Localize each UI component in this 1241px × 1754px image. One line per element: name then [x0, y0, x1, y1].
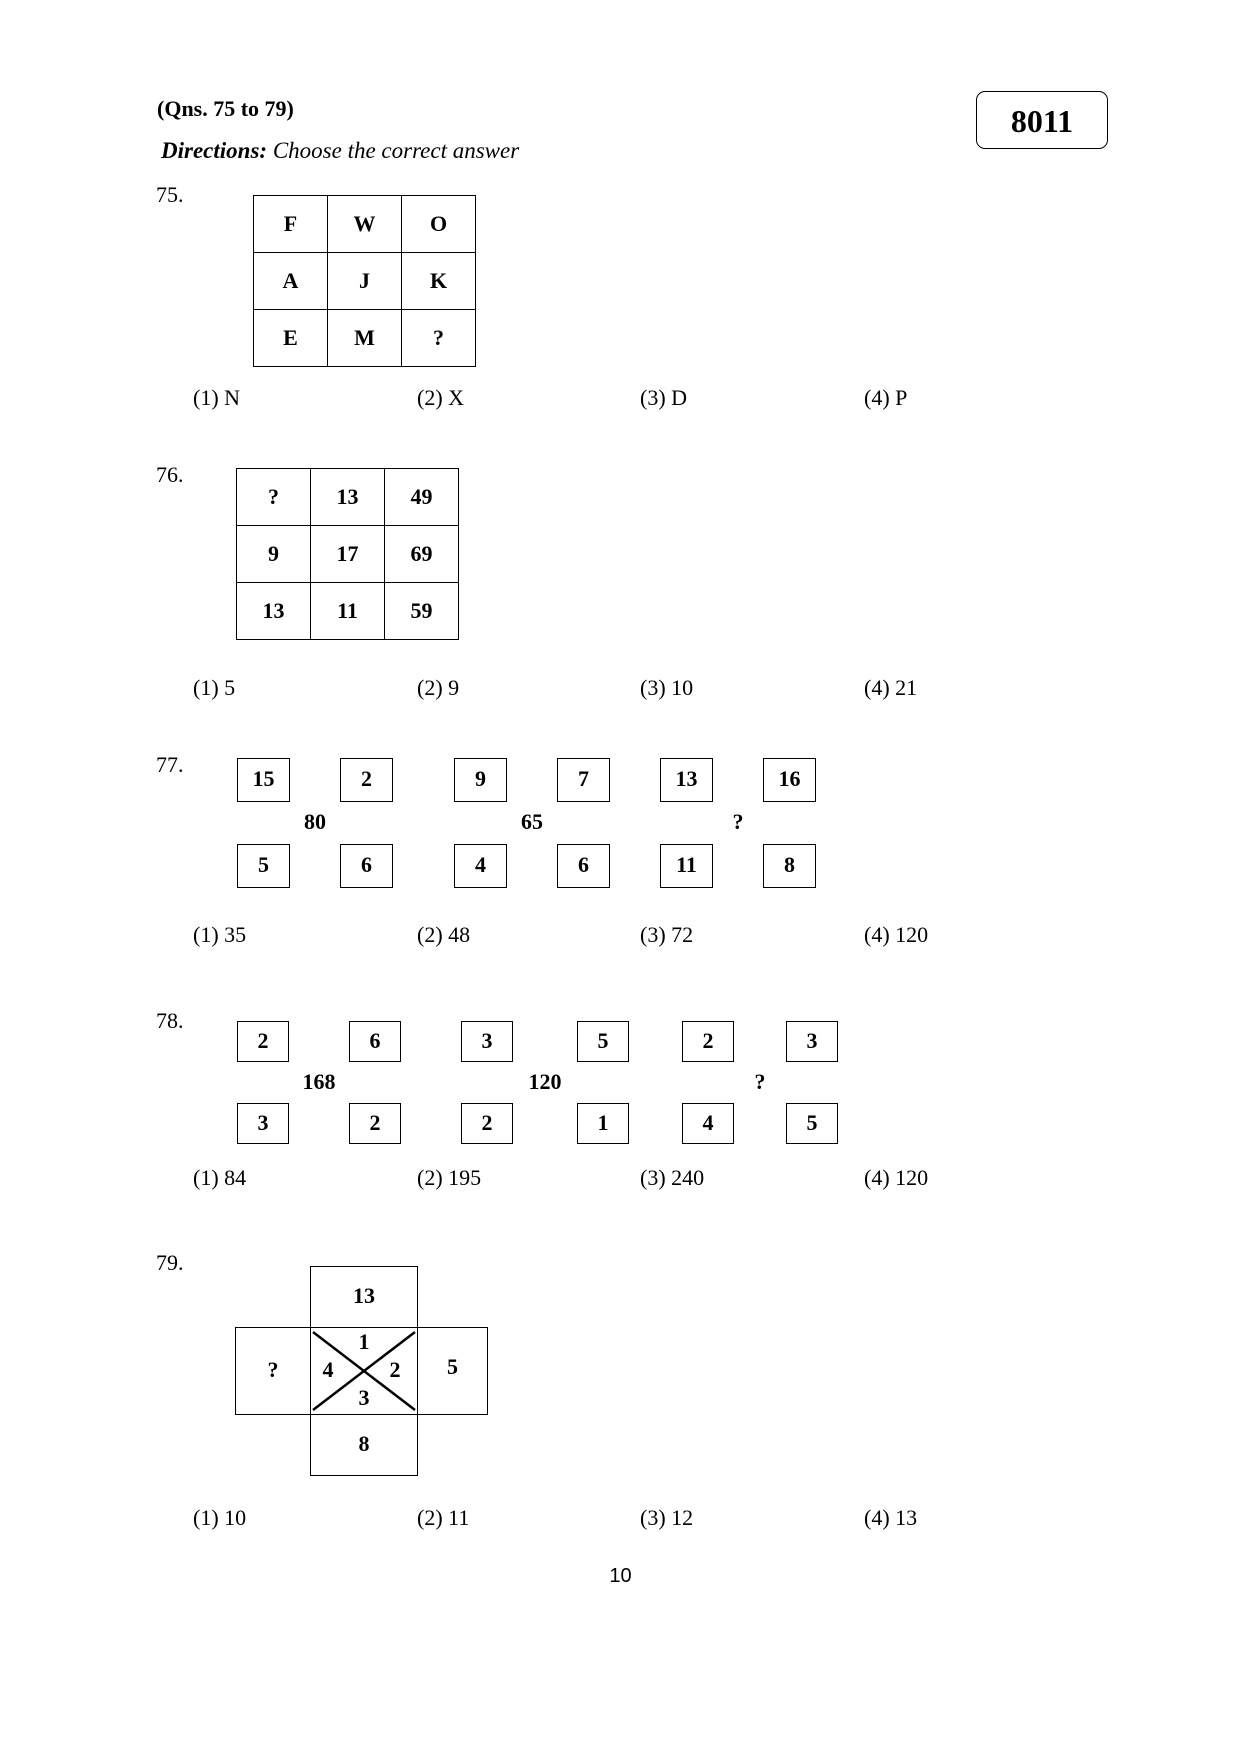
- directions-label: Directions:: [161, 138, 268, 163]
- corner-box-bottom-right: 6: [340, 844, 393, 888]
- cross-right-value: 2: [389, 1357, 401, 1382]
- grid-cell: 59: [385, 583, 459, 640]
- letter-grid-75: [253, 195, 476, 367]
- center-value: 65: [521, 809, 543, 834]
- right-box: 5: [417, 1327, 488, 1415]
- paper-code-box: 8011: [976, 91, 1108, 149]
- corner-box-bottom-right: 6: [557, 844, 610, 888]
- option-4[interactable]: (4) 21: [864, 675, 918, 700]
- option-2[interactable]: (2) 195: [417, 1165, 482, 1190]
- directions: [161, 138, 519, 164]
- grid-cell: 13: [237, 583, 311, 640]
- option-2[interactable]: (2) 9: [417, 675, 460, 700]
- question-number-77: 77.: [156, 752, 184, 777]
- question-number-79: 79.: [156, 1250, 184, 1275]
- grid-cell: 9: [237, 526, 311, 583]
- corner-box-bottom-left: 2: [461, 1103, 513, 1144]
- number-grid-76: [236, 468, 459, 640]
- grid-cell: 11: [311, 583, 385, 640]
- option-4[interactable]: (4) 13: [864, 1505, 918, 1530]
- option-3[interactable]: (3) 240: [640, 1165, 705, 1190]
- grid-cell: 69: [385, 526, 459, 583]
- corner-box-top-left: 3: [461, 1021, 513, 1062]
- center-value: 168: [302, 1069, 336, 1094]
- corner-box-bottom-right: 8: [763, 844, 816, 888]
- corner-box-top-right: 5: [577, 1021, 629, 1062]
- corner-box-bottom-left: 5: [237, 844, 290, 888]
- left-box: ?: [235, 1327, 311, 1415]
- corner-box-top-left: 15: [237, 758, 290, 802]
- option-2[interactable]: (2) 11: [417, 1505, 470, 1530]
- option-1[interactable]: (1) 10: [193, 1505, 247, 1530]
- option-1[interactable]: (1) 5: [193, 675, 236, 700]
- question-number-75: 75.: [156, 182, 184, 207]
- center-value: 80: [304, 809, 326, 834]
- corner-box-bottom-right: 1: [577, 1103, 629, 1144]
- corner-box-top-right: 6: [349, 1021, 401, 1062]
- grid-cell: W: [328, 196, 402, 253]
- top-box: 13: [310, 1266, 418, 1328]
- grid-cell: F: [254, 196, 328, 253]
- option-3[interactable]: (3) 72: [640, 922, 694, 947]
- option-3[interactable]: (3) 10: [640, 675, 694, 700]
- corner-box-top-left: 9: [454, 758, 507, 802]
- option-1[interactable]: (1) 84: [193, 1165, 247, 1190]
- corner-box-top-right: 16: [763, 758, 816, 802]
- bottom-box: 8: [310, 1414, 418, 1476]
- center-value: 120: [528, 1069, 562, 1094]
- corner-box-top-left: 13: [660, 758, 713, 802]
- option-2[interactable]: (2) X: [417, 385, 465, 410]
- grid-cell: A: [254, 253, 328, 310]
- option-4[interactable]: (4) 120: [864, 922, 929, 947]
- corner-box-bottom-left: 4: [454, 844, 507, 888]
- grid-cell: E: [254, 310, 328, 367]
- grid-cell: ?: [402, 310, 476, 367]
- option-1[interactable]: (1) 35: [193, 922, 247, 947]
- cross-left-value: 4: [322, 1357, 334, 1382]
- directions-text: Choose the correct answer: [267, 138, 520, 163]
- corner-box-bottom-left: 11: [660, 844, 713, 888]
- question-number-78: 78.: [156, 1008, 184, 1033]
- grid-cell: 17: [311, 526, 385, 583]
- option-3[interactable]: (3) D: [640, 385, 688, 410]
- option-3[interactable]: (3) 12: [640, 1505, 694, 1530]
- grid-cell: 13: [311, 469, 385, 526]
- corner-box-bottom-left: 4: [682, 1103, 734, 1144]
- option-2[interactable]: (2) 48: [417, 922, 471, 947]
- corner-box-bottom-left: 3: [237, 1103, 289, 1144]
- grid-cell: J: [328, 253, 402, 310]
- grid-cell: M: [328, 310, 402, 367]
- option-1[interactable]: (1) N: [193, 385, 241, 410]
- option-4[interactable]: (4) 120: [864, 1165, 929, 1190]
- option-4[interactable]: (4) P: [864, 385, 908, 410]
- corner-box-top-right: 7: [557, 758, 610, 802]
- corner-box-top-left: 2: [237, 1021, 289, 1062]
- center-value: ?: [754, 1069, 766, 1094]
- page-number: 10: [609, 1565, 632, 1587]
- grid-cell: ?: [237, 469, 311, 526]
- question-range: (Qns. 75 to 79): [157, 96, 294, 121]
- question-number-76: 76.: [156, 462, 184, 487]
- corner-box-top-right: 2: [340, 758, 393, 802]
- grid-cell: K: [402, 253, 476, 310]
- corner-box-bottom-right: 5: [786, 1103, 838, 1144]
- grid-cell: 49: [385, 469, 459, 526]
- cross-bottom-value: 3: [358, 1385, 370, 1410]
- corner-box-top-left: 2: [682, 1021, 734, 1062]
- grid-cell: O: [402, 196, 476, 253]
- center-value: ?: [732, 809, 744, 834]
- cross-top-value: 1: [358, 1329, 370, 1354]
- corner-box-top-right: 3: [786, 1021, 838, 1062]
- corner-box-bottom-right: 2: [349, 1103, 401, 1144]
